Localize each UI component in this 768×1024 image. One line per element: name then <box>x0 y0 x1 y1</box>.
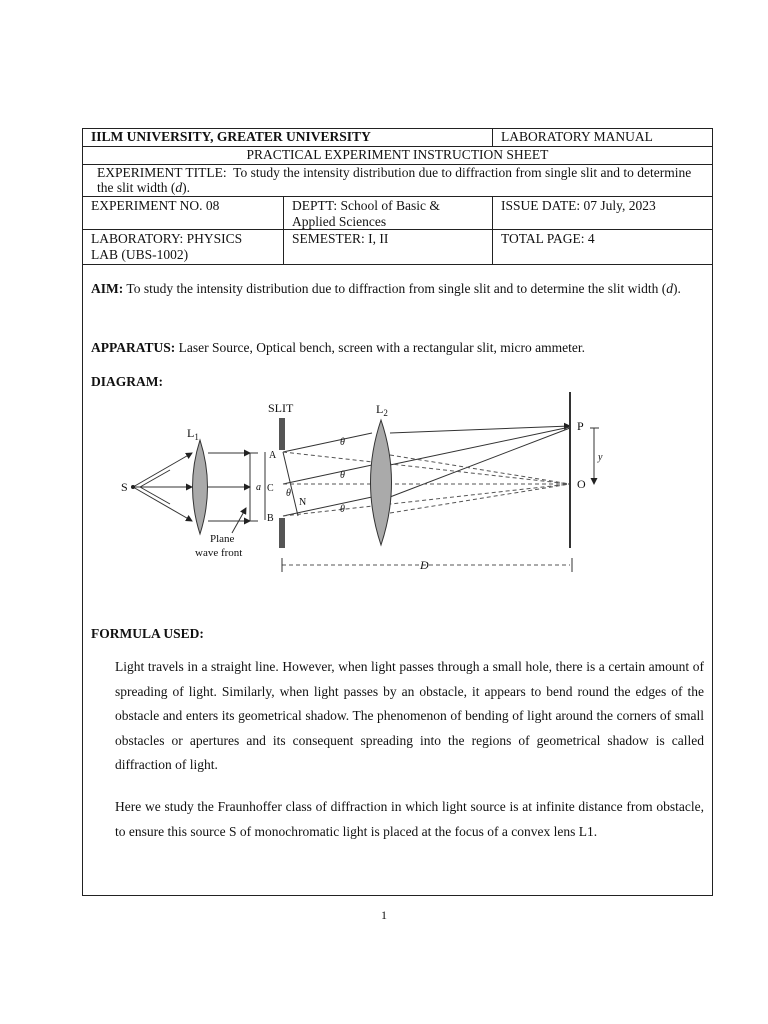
laboratory-line1: LABORATORY: PHYSICS <box>91 231 243 246</box>
label-l2-main: L <box>376 402 384 416</box>
aim-end: ). <box>673 281 681 296</box>
aim-label: AIM: <box>91 281 124 296</box>
label-slit: SLIT <box>268 401 294 415</box>
label-p: P <box>577 419 584 433</box>
label-theta-1: θ <box>340 437 345 448</box>
label-theta-3: θ <box>340 504 345 515</box>
aim-text: To study the intensity distribution due to diffraction from single slit and to determine the slit width ( <box>126 281 667 296</box>
apparatus-label: APPARATUS: <box>91 340 176 355</box>
label-s: S <box>121 480 128 494</box>
total-page: TOTAL PAGE: 4 <box>492 230 712 264</box>
university-name: IILM UNIVERSITY, GREATER UNIVERSITY <box>91 129 371 144</box>
slit-lower <box>279 518 285 548</box>
formula-paragraph-1: Light travels in a straight line. However, when light passes through a small hole, there is a certain amount of spreading of light. Similarly, when light passes by an obstacle, it appears to bend round the edges of the obstacle and enters its geometrical shadow. The phenomenon of bending of light around the corners of small obstacles or apertures and its consequent spreading into the regions of geometrical shadow is called diffraction of light. <box>115 659 704 772</box>
apparatus-text: Laser Source, Optical bench, screen with a rectangular slit, micro ammeter. <box>178 340 585 355</box>
label-o: O <box>577 477 586 491</box>
label-theta-2: θ <box>340 470 345 481</box>
label-theta-4: θ <box>286 488 291 499</box>
label-l2 <box>376 402 388 418</box>
deptt-line2: Applied Sciences <box>292 214 387 229</box>
label-n: N <box>299 497 307 508</box>
deptt-line1: DEPTT: School of Basic & <box>292 198 440 213</box>
manual-label: LABORATORY MANUAL <box>492 129 712 146</box>
issue-date: ISSUE DATE: 07 July, 2023 <box>492 197 712 229</box>
label-y: y <box>598 452 603 463</box>
experiment-title-label: EXPERIMENT TITLE: <box>97 165 227 180</box>
label-a: A <box>269 450 277 461</box>
experiment-title-text: To study the intensity distribution due to diffraction from single slit and to determine the slit width ( <box>97 165 692 195</box>
formula-paragraph-2: Here we study the Fraunhoffer class of diffraction in which light source is at infinite distance from obstacle, to ensure this source S of monochromatic light is placed at the focus of a convex lens L1. <box>115 799 704 839</box>
experiment-no: EXPERIMENT NO. 08 <box>91 198 220 213</box>
laboratory-line2: LAB (UBS-1002) <box>91 247 189 262</box>
lens-l1 <box>193 440 208 534</box>
label-l1-sub: 1 <box>194 432 199 442</box>
formula-label: FORMULA USED: <box>91 626 204 641</box>
sheet-title: PRACTICAL EXPERIMENT INSTRUCTION SHEET <box>246 147 549 162</box>
diagram-label: DIAGRAM: <box>91 374 163 389</box>
experiment-title-var: d <box>175 180 183 195</box>
label-d: D <box>420 558 429 572</box>
lens-l2 <box>371 420 392 545</box>
label-l2-sub: 2 <box>383 408 388 418</box>
label-c: C <box>267 483 274 494</box>
slit-upper <box>279 418 285 450</box>
label-plane: Plane <box>210 533 235 545</box>
page-number: 1 <box>381 908 387 922</box>
aim-var: d <box>666 281 673 296</box>
experiment-title-end: ). <box>182 180 190 195</box>
label-wave-front: wave front <box>195 547 243 559</box>
label-l1-main: L <box>187 426 195 440</box>
label-l1 <box>187 426 199 442</box>
label-a-width: a <box>256 482 261 493</box>
label-b: B <box>267 513 274 524</box>
semester: SEMESTER: I, II <box>283 230 492 264</box>
